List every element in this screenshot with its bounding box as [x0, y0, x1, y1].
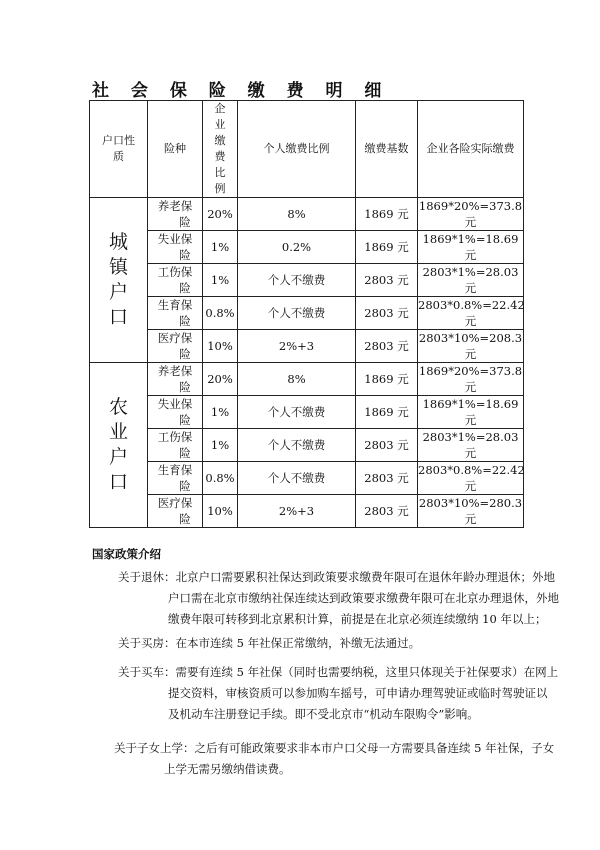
table-row [90, 396, 524, 429]
base-cell: 2803 元 [356, 264, 418, 297]
insurance-name-cell: 养老保 险 [148, 198, 203, 231]
policy-retirement-line: 缴费年限可转移到北京累积计算，前提是在北京必须连续缴纳 10 年以上； [168, 612, 547, 626]
base-cell: 2803 元 [356, 462, 418, 495]
policy-section-title: 国家政策介绍 [92, 547, 161, 561]
table-row [90, 429, 524, 462]
policy-car-line: 关于买车：需要有连续 5 年社保（同时也需要纳税，这里只体现关于社保要求）在网上 [118, 665, 559, 679]
base-cell: 1869 元 [356, 231, 418, 264]
personal-rate-cell: 8% [238, 198, 356, 231]
employer-rate-cell: 1% [203, 264, 238, 297]
employer-actual-cell: 1869*20%=373.8 元 [418, 364, 523, 394]
personal-rate-cell: 个人不缴费 [238, 264, 356, 297]
employer-rate-cell: 10% [203, 495, 238, 528]
policy-housing-line: 关于买房：在本市连续 5 年社保正常缴纳，补缴无法通过。 [118, 636, 421, 650]
employer-actual-cell: 1869*20%=373.8 元 [418, 199, 523, 229]
employer-actual-cell: 2803*10%=208.3 元 [418, 331, 523, 361]
employer-actual-cell: 2803*1%=28.03 元 [418, 264, 524, 297]
insurance-name-cell: 生育保 险 [148, 297, 203, 330]
insurance-name-cell: 失业保 险 [148, 396, 203, 429]
base-cell: 2803 元 [356, 495, 418, 528]
personal-rate-cell: 2%+3 [238, 495, 356, 528]
policy-car [118, 662, 559, 725]
header-base: 缴费基数 [356, 101, 418, 198]
household-group-label: 农业户口 [90, 363, 148, 528]
policy-retirement-line: 户口需在北京市缴纳社保连续达到政策要求缴费年限可在北京办理退休，外地 [168, 591, 559, 605]
base-cell: 2803 元 [356, 330, 418, 363]
employer-rate-cell: 1% [203, 396, 238, 429]
base-cell: 1869 元 [356, 396, 418, 429]
employer-actual-cell: 2803*1%=28.03 元 [418, 429, 524, 462]
insurance-name-cell: 医疗保 险 [148, 330, 203, 363]
personal-rate-cell: 个人不缴费 [238, 429, 356, 462]
insurance-table [89, 100, 524, 528]
table-row [90, 363, 524, 396]
household-group-label: 城镇户口 [90, 198, 148, 363]
header-household-type: 户口性质 [90, 101, 148, 198]
table-row [90, 330, 524, 363]
insurance-name-cell: 养老保 险 [148, 363, 203, 396]
base-cell: 1869 元 [356, 198, 418, 231]
insurance-name-cell: 生育保 险 [148, 462, 203, 495]
insurance-name-cell: 失业保 险 [148, 231, 203, 264]
employer-rate-cell: 0.8% [203, 297, 238, 330]
page-title: 社 会 保 险 缴 费 明 细 [92, 81, 390, 101]
personal-rate-cell: 8% [238, 363, 356, 396]
insurance-name-cell: 工伤保 险 [148, 264, 203, 297]
insurance-name-cell: 工伤保 险 [148, 429, 203, 462]
policy-housing [118, 633, 528, 654]
employer-rate-cell: 20% [203, 363, 238, 396]
policy-education-line: 关于子女上学：之后有可能政策要求非本市户口父母一方需要具备连续 5 年社保，子女 [114, 741, 555, 755]
base-cell: 1869 元 [356, 363, 418, 396]
policy-education-line: 上学无需另缴纳借读费。 [164, 762, 291, 776]
employer-actual-cell: 1869*1%=18.69 元 [418, 396, 524, 429]
employer-actual-cell: 1869*1%=18.69 元 [418, 231, 524, 264]
personal-rate-cell: 个人不缴费 [238, 297, 356, 330]
employer-rate-cell: 0.8% [203, 462, 238, 495]
table-row [90, 462, 524, 495]
personal-rate-cell: 个人不缴费 [238, 462, 356, 495]
policy-car-line: 及机动车注册登记手续。即不受北京市“机动车限购令”影响。 [168, 707, 479, 721]
base-cell: 2803 元 [356, 297, 418, 330]
employer-actual-cell: 2803*0.8%=22.42 元 [418, 298, 525, 328]
table-row [90, 198, 524, 231]
base-cell: 2803 元 [356, 429, 418, 462]
employer-rate-cell: 10% [203, 330, 238, 363]
employer-rate-cell: 1% [203, 231, 238, 264]
policy-car-line: 提交资料，审核资质可以参加购车摇号，可申请办理驾驶证或临时驾驶证以 [168, 686, 548, 700]
table-row [90, 231, 524, 264]
table-row [90, 495, 524, 528]
header-insurance-type: 险种 [148, 101, 203, 198]
header-personal-rate: 个人缴费比例 [238, 101, 356, 198]
table-header-row [90, 101, 524, 198]
header-employer-rate: 企业缴费比例 [203, 101, 238, 198]
personal-rate-cell: 个人不缴费 [238, 396, 356, 429]
table-row [90, 264, 524, 297]
policy-retirement-line: 关于退休：北京户口需要累积社保达到政策要求缴费年限可在退休年龄办理退休；外地 [118, 570, 555, 584]
personal-rate-cell: 2%+3 [238, 330, 356, 363]
employer-actual-cell: 2803*0.8%=22.42 元 [418, 463, 525, 493]
table-row [90, 297, 524, 330]
policy-retirement [118, 567, 559, 630]
employer-rate-cell: 20% [203, 198, 238, 231]
employer-actual-cell: 2803*10%=280.3 元 [418, 496, 523, 526]
personal-rate-cell: 0.2% [238, 231, 356, 264]
insurance-name-cell: 医疗保 险 [148, 495, 203, 528]
employer-rate-cell: 1% [203, 429, 238, 462]
policy-education [114, 738, 555, 780]
header-employer-actual: 企业各险实际缴费 [418, 101, 524, 198]
